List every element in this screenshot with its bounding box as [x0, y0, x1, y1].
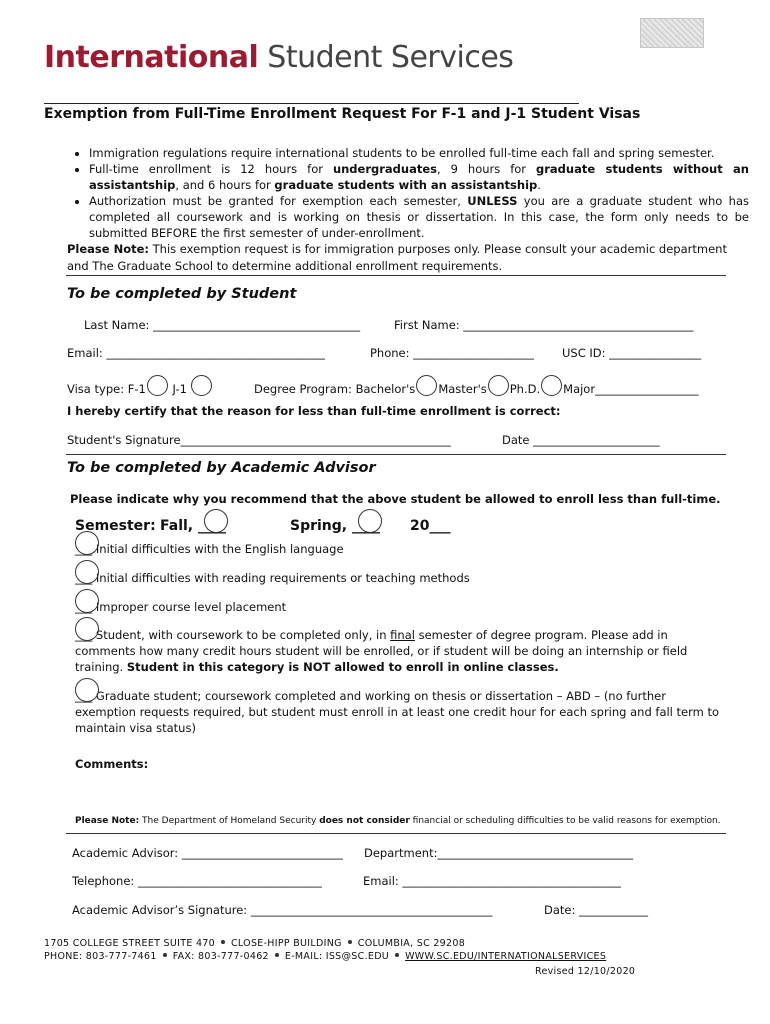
spring-option: Spring, ____: [290, 518, 380, 534]
year-field[interactable]: 20___: [410, 518, 451, 534]
section-divider: [66, 833, 726, 834]
list-item: • Immigration regulations require international students to be enrolled full-time each fall and spring semester.: [89, 145, 749, 161]
student-date-field[interactable]: Date ______________________: [502, 433, 660, 447]
usc-id-field[interactable]: USC ID: ________________: [562, 346, 702, 360]
footer-address: 1705 COLLEGE STREET SUITE 470 CLOSE-HIPP BUILDING COLUMBIA, SC 29208: [44, 938, 466, 949]
last-name-field[interactable]: Last Name: ____________________________________: [84, 318, 361, 332]
phd-label: Ph.D.: [509, 382, 541, 396]
reason-abd-checkbox[interactable]: [75, 678, 99, 702]
degree-program-row: [254, 375, 699, 396]
advisor-section-heading: To be completed by Academic Advisor: [67, 460, 376, 476]
reason-placement: ___ Improper course level placement: [75, 599, 725, 615]
bachelors-radio[interactable]: [416, 375, 437, 396]
header-gray-box: [640, 18, 704, 48]
advisor-instruction: Please indicate why you recommend that the above student be allowed to enroll less than full-time.: [70, 492, 721, 506]
phone-field[interactable]: Phone: _____________________: [370, 346, 534, 360]
title-rule: [44, 103, 579, 104]
fall-radio[interactable]: [204, 509, 228, 533]
website-link[interactable]: WWW.SC.EDU/INTERNATIONALSERVICES: [405, 951, 607, 962]
logo-bold-text: International: [44, 40, 259, 75]
masters-radio[interactable]: [488, 375, 509, 396]
advisor-name-field[interactable]: Academic Advisor: ____________________________: [72, 846, 343, 860]
document-title: Exemption from Full-Time Enrollment Request For F-1 and J-1 Student Visas: [44, 106, 641, 122]
section-divider: [66, 275, 726, 276]
reason-abd: ___ Graduate student; coursework completed and working on thesis or dissertation – ABD – (no further exemption requests required, but student must enroll in at least one credit hour for each spring and fall term to maintain visa status): [75, 688, 725, 736]
major-field[interactable]: Major__________________: [563, 382, 699, 396]
reason-reading: ___ Initial difficulties with reading requirements or teaching methods: [75, 570, 725, 586]
degree-program-label: Degree Program: Bachelor's: [254, 382, 416, 396]
visa-type-row: [67, 375, 213, 396]
spring-radio[interactable]: [358, 509, 382, 533]
department-field[interactable]: Department:__________________________________: [364, 846, 633, 860]
email-field[interactable]: Email: ______________________________________: [67, 346, 325, 360]
reason-final-semester-checkbox[interactable]: [75, 617, 99, 641]
comments-area[interactable]: [75, 775, 725, 811]
fall-option: Fall, ____: [160, 518, 226, 534]
revised-date: Revised 12/10/2020: [535, 966, 636, 977]
reason-reading-checkbox[interactable]: [75, 560, 99, 584]
advisor-date-field[interactable]: Date: ____________: [544, 903, 649, 917]
reason-final-semester: ___ Student, with coursework to be completed only, in final semester of degree program. Please add in comments how many credit hours student will be enrolled, or if student will be doing an internship or field training. Student in this category is NOT allowed to enroll in online classes.: [75, 627, 725, 675]
j1-radio[interactable]: [191, 375, 212, 396]
list-item: • Full-time enrollment is 12 hours for undergraduates, 9 hours for graduate students without an assistantship, and 6 hours for graduate students with an assistantship.: [89, 161, 749, 193]
visa-type-label: Visa type: F-1: [67, 382, 146, 396]
requirements-list: [67, 145, 749, 241]
advisor-telephone-field[interactable]: Telephone: ________________________________: [72, 874, 322, 888]
footer-contact: PHONE: 803-777-7461 FAX: 803-777-0462 E-MAIL: ISS@SC.EDU WWW.SC.EDU/INTERNATIONALSERVICES: [44, 951, 607, 962]
masters-label: Master's: [438, 382, 487, 396]
student-signature-field[interactable]: Student's Signature_______________________________________________: [67, 433, 451, 447]
f1-radio[interactable]: [147, 375, 168, 396]
advisor-email-field[interactable]: Email: ______________________________________: [363, 874, 621, 888]
section-divider: [66, 454, 726, 455]
student-section-heading: To be completed by Student: [67, 286, 297, 302]
semester-label: Semester:: [75, 518, 156, 534]
reason-placement-checkbox[interactable]: [75, 589, 99, 613]
first-name-field[interactable]: First Name: ________________________________________: [394, 318, 694, 332]
logo: [44, 40, 513, 76]
advisor-signature-field[interactable]: Academic Advisor’s Signature: __________________________________________: [72, 903, 493, 917]
fall-blank[interactable]: ____: [197, 518, 226, 534]
reason-english-checkbox[interactable]: [75, 531, 99, 555]
logo-regular-text: Student Services: [258, 40, 514, 75]
immigration-note: Please Note: This exemption request is for immigration purposes only. Please consult your academic department and The Graduate School to determine additional enrollment requirements.: [67, 242, 727, 273]
phd-radio[interactable]: [541, 375, 562, 396]
spring-blank[interactable]: ____: [352, 518, 380, 534]
comments-label: Comments:: [75, 757, 149, 771]
j1-label: J-1: [172, 382, 187, 396]
dhs-note: Please Note: The Department of Homeland Security does not consider financial or scheduling difficulties to be valid reasons for exemption.: [75, 816, 721, 826]
certification-statement: I hereby certify that the reason for less than full-time enrollment is correct:: [67, 404, 561, 418]
reason-english: ___ Initial difficulties with the English language: [75, 541, 725, 557]
list-item: • Authorization must be granted for exemption each semester, UNLESS you are a graduate student who has completed all coursework and is working on thesis or dissertation. In this case, the form only needs to be submitted BEFORE the first semester of under-enrollment.: [89, 193, 749, 241]
